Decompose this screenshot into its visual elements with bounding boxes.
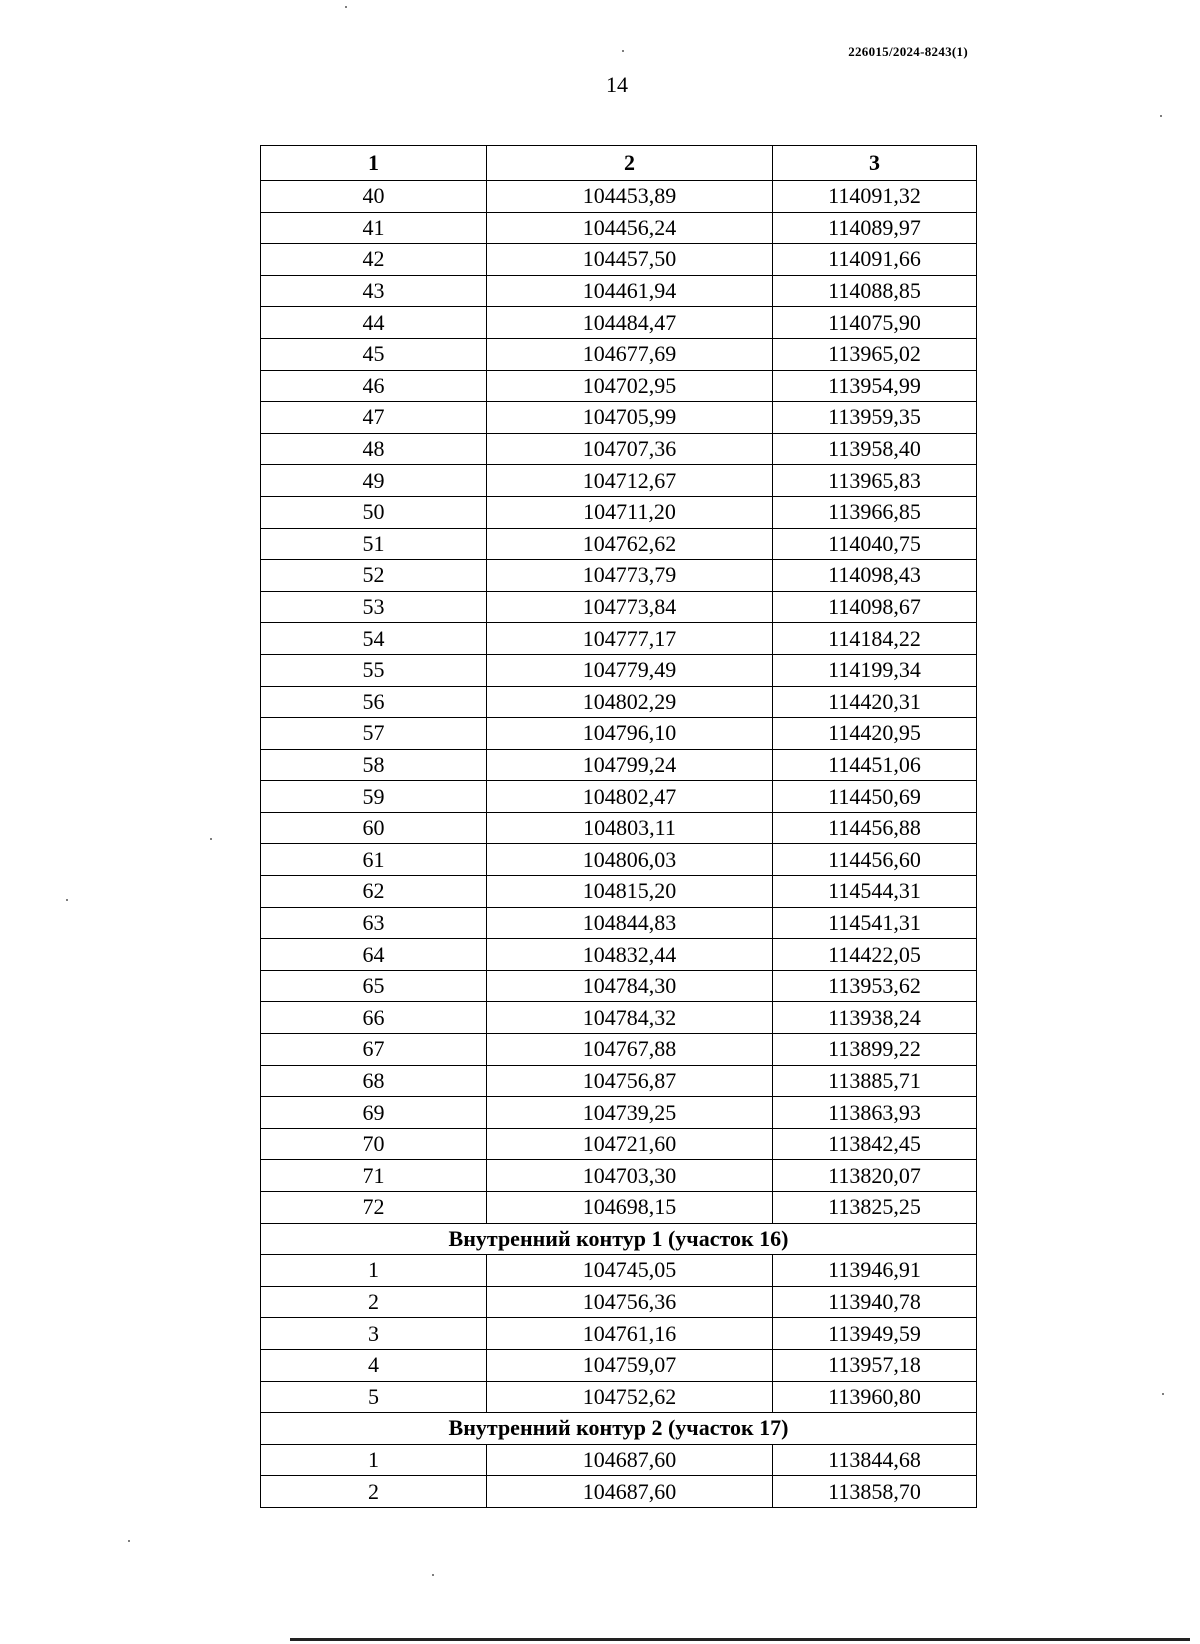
x-coordinate-cell: 104815,20	[487, 876, 773, 908]
y-coordinate-cell: 113899,22	[773, 1034, 977, 1066]
point-number-cell: 3	[261, 1318, 487, 1350]
y-coordinate-cell: 114075,90	[773, 307, 977, 339]
section-title: Внутренний контур 2 (участок 17)	[261, 1413, 977, 1445]
x-coordinate-cell: 104779,49	[487, 654, 773, 686]
point-number-cell: 59	[261, 781, 487, 813]
table-row	[261, 939, 977, 971]
x-coordinate-cell: 104762,62	[487, 528, 773, 560]
y-coordinate-cell: 113946,91	[773, 1255, 977, 1287]
table-row	[261, 433, 977, 465]
x-coordinate-cell: 104777,17	[487, 623, 773, 655]
y-coordinate-cell: 114420,31	[773, 686, 977, 718]
table-body	[261, 181, 977, 1508]
table-row	[261, 686, 977, 718]
y-coordinate-cell: 113825,25	[773, 1192, 977, 1224]
y-coordinate-cell: 114098,43	[773, 560, 977, 592]
x-coordinate-cell: 104756,87	[487, 1065, 773, 1097]
y-coordinate-cell: 114541,31	[773, 907, 977, 939]
y-coordinate-cell: 113885,71	[773, 1065, 977, 1097]
table-row	[261, 1349, 977, 1381]
point-number-cell: 44	[261, 307, 487, 339]
x-coordinate-cell: 104767,88	[487, 1034, 773, 1066]
table-row	[261, 1034, 977, 1066]
point-number-cell: 42	[261, 244, 487, 276]
y-coordinate-cell: 113965,02	[773, 338, 977, 370]
point-number-cell: 69	[261, 1097, 487, 1129]
point-number-cell: 47	[261, 402, 487, 434]
point-number-cell: 41	[261, 212, 487, 244]
x-coordinate-cell: 104712,67	[487, 465, 773, 497]
table-row	[261, 1160, 977, 1192]
x-coordinate-cell: 104484,47	[487, 307, 773, 339]
x-coordinate-cell: 104456,24	[487, 212, 773, 244]
table-row	[261, 591, 977, 623]
table-row	[261, 560, 977, 592]
point-number-cell: 67	[261, 1034, 487, 1066]
y-coordinate-cell: 113938,24	[773, 1002, 977, 1034]
x-coordinate-cell: 104745,05	[487, 1255, 773, 1287]
x-coordinate-cell: 104739,25	[487, 1097, 773, 1129]
y-coordinate-cell: 113957,18	[773, 1349, 977, 1381]
x-coordinate-cell: 104803,11	[487, 812, 773, 844]
point-number-cell: 53	[261, 591, 487, 623]
point-number-cell: 1	[261, 1255, 487, 1287]
y-coordinate-cell: 114451,06	[773, 749, 977, 781]
y-coordinate-cell: 114420,95	[773, 718, 977, 750]
y-coordinate-cell: 113949,59	[773, 1318, 977, 1350]
table-row	[261, 181, 977, 213]
point-number-cell: 46	[261, 370, 487, 402]
y-coordinate-cell: 113960,80	[773, 1381, 977, 1413]
coordinates-table	[260, 145, 977, 1508]
table-row	[261, 718, 977, 750]
y-coordinate-cell: 114199,34	[773, 654, 977, 686]
point-number-cell: 65	[261, 970, 487, 1002]
y-coordinate-cell: 113959,35	[773, 402, 977, 434]
table-row	[261, 844, 977, 876]
point-number-cell: 57	[261, 718, 487, 750]
table-row	[261, 1318, 977, 1350]
x-coordinate-cell: 104796,10	[487, 718, 773, 750]
point-number-cell: 2	[261, 1476, 487, 1508]
x-coordinate-cell: 104799,24	[487, 749, 773, 781]
scan-speck	[1162, 1393, 1164, 1395]
x-coordinate-cell: 104677,69	[487, 338, 773, 370]
table-row	[261, 907, 977, 939]
y-coordinate-cell: 114089,97	[773, 212, 977, 244]
x-coordinate-cell: 104711,20	[487, 496, 773, 528]
y-coordinate-cell: 113858,70	[773, 1476, 977, 1508]
table-row	[261, 402, 977, 434]
y-coordinate-cell: 113966,85	[773, 496, 977, 528]
x-coordinate-cell: 104457,50	[487, 244, 773, 276]
table-row	[261, 1097, 977, 1129]
table-row	[261, 1002, 977, 1034]
table-row	[261, 749, 977, 781]
scan-speck	[345, 6, 347, 8]
y-coordinate-cell: 113863,93	[773, 1097, 977, 1129]
page-edge-line	[290, 1638, 1190, 1641]
x-coordinate-cell: 104687,60	[487, 1476, 773, 1508]
y-coordinate-cell: 114184,22	[773, 623, 977, 655]
table-row	[261, 465, 977, 497]
table-row	[261, 781, 977, 813]
x-coordinate-cell: 104806,03	[487, 844, 773, 876]
y-coordinate-cell: 113842,45	[773, 1128, 977, 1160]
x-coordinate-cell: 104707,36	[487, 433, 773, 465]
point-number-cell: 63	[261, 907, 487, 939]
point-number-cell: 40	[261, 181, 487, 213]
y-coordinate-cell: 114091,32	[773, 181, 977, 213]
y-coordinate-cell: 113958,40	[773, 433, 977, 465]
page-number: 14	[606, 72, 628, 97]
y-coordinate-cell: 114544,31	[773, 876, 977, 908]
x-coordinate-cell: 104756,36	[487, 1286, 773, 1318]
y-coordinate-cell: 114098,67	[773, 591, 977, 623]
point-number-cell: 62	[261, 876, 487, 908]
point-number-cell: 68	[261, 1065, 487, 1097]
table-row	[261, 212, 977, 244]
table-row	[261, 244, 977, 276]
table-row	[261, 1192, 977, 1224]
point-number-cell: 49	[261, 465, 487, 497]
y-coordinate-cell: 114456,60	[773, 844, 977, 876]
point-number-cell: 72	[261, 1192, 487, 1224]
x-coordinate-cell: 104773,79	[487, 560, 773, 592]
x-coordinate-cell: 104453,89	[487, 181, 773, 213]
table-row	[261, 812, 977, 844]
y-coordinate-cell: 113954,99	[773, 370, 977, 402]
point-number-cell: 4	[261, 1349, 487, 1381]
y-coordinate-cell: 114091,66	[773, 244, 977, 276]
x-coordinate-cell: 104752,62	[487, 1381, 773, 1413]
x-coordinate-cell: 104687,60	[487, 1444, 773, 1476]
y-coordinate-cell: 113820,07	[773, 1160, 977, 1192]
table-row	[261, 654, 977, 686]
table-row	[261, 623, 977, 655]
point-number-cell: 51	[261, 528, 487, 560]
point-number-cell: 52	[261, 560, 487, 592]
x-coordinate-cell: 104759,07	[487, 1349, 773, 1381]
table-row	[261, 970, 977, 1002]
column-header-3: 3	[773, 146, 977, 181]
table-row	[261, 1444, 977, 1476]
x-coordinate-cell: 104784,30	[487, 970, 773, 1002]
x-coordinate-cell: 104721,60	[487, 1128, 773, 1160]
point-number-cell: 56	[261, 686, 487, 718]
column-header-2: 2	[487, 146, 773, 181]
y-coordinate-cell: 114422,05	[773, 939, 977, 971]
document-id: 226015/2024-8243(1)	[848, 44, 968, 59]
x-coordinate-cell: 104761,16	[487, 1318, 773, 1350]
x-coordinate-cell: 104702,95	[487, 370, 773, 402]
scan-speck	[1160, 115, 1162, 117]
point-number-cell: 55	[261, 654, 487, 686]
x-coordinate-cell: 104802,29	[487, 686, 773, 718]
scan-speck	[210, 838, 212, 840]
x-coordinate-cell: 104698,15	[487, 1192, 773, 1224]
x-coordinate-cell: 104773,84	[487, 591, 773, 623]
table-row	[261, 275, 977, 307]
point-number-cell: 61	[261, 844, 487, 876]
table-row	[261, 1286, 977, 1318]
x-coordinate-cell: 104802,47	[487, 781, 773, 813]
scan-speck	[432, 1574, 434, 1576]
y-coordinate-cell: 114040,75	[773, 528, 977, 560]
table-row	[261, 496, 977, 528]
table-row	[261, 338, 977, 370]
point-number-cell: 2	[261, 1286, 487, 1318]
y-coordinate-cell: 114088,85	[773, 275, 977, 307]
point-number-cell: 54	[261, 623, 487, 655]
point-number-cell: 48	[261, 433, 487, 465]
point-number-cell: 45	[261, 338, 487, 370]
point-number-cell: 5	[261, 1381, 487, 1413]
point-number-cell: 71	[261, 1160, 487, 1192]
y-coordinate-cell: 113965,83	[773, 465, 977, 497]
scan-speck	[622, 50, 624, 52]
section-header-row	[261, 1223, 977, 1255]
x-coordinate-cell: 104703,30	[487, 1160, 773, 1192]
y-coordinate-cell: 113953,62	[773, 970, 977, 1002]
point-number-cell: 43	[261, 275, 487, 307]
table-row	[261, 1381, 977, 1413]
x-coordinate-cell: 104784,32	[487, 1002, 773, 1034]
x-coordinate-cell: 104461,94	[487, 275, 773, 307]
table-row	[261, 307, 977, 339]
table-row	[261, 1128, 977, 1160]
table-row	[261, 370, 977, 402]
x-coordinate-cell: 104844,83	[487, 907, 773, 939]
point-number-cell: 70	[261, 1128, 487, 1160]
y-coordinate-cell: 113844,68	[773, 1444, 977, 1476]
y-coordinate-cell: 114456,88	[773, 812, 977, 844]
point-number-cell: 64	[261, 939, 487, 971]
y-coordinate-cell: 113940,78	[773, 1286, 977, 1318]
section-title: Внутренний контур 1 (участок 16)	[261, 1223, 977, 1255]
table-row	[261, 528, 977, 560]
scan-speck	[66, 899, 68, 901]
y-coordinate-cell: 114450,69	[773, 781, 977, 813]
x-coordinate-cell: 104705,99	[487, 402, 773, 434]
table-row	[261, 1255, 977, 1287]
table-row	[261, 1065, 977, 1097]
x-coordinate-cell: 104832,44	[487, 939, 773, 971]
point-number-cell: 50	[261, 496, 487, 528]
table-header-row	[261, 146, 977, 181]
table-row	[261, 1476, 977, 1508]
table-row	[261, 876, 977, 908]
point-number-cell: 66	[261, 1002, 487, 1034]
scan-speck	[128, 1540, 130, 1542]
section-header-row	[261, 1413, 977, 1445]
column-header-1: 1	[261, 146, 487, 181]
point-number-cell: 1	[261, 1444, 487, 1476]
point-number-cell: 58	[261, 749, 487, 781]
point-number-cell: 60	[261, 812, 487, 844]
